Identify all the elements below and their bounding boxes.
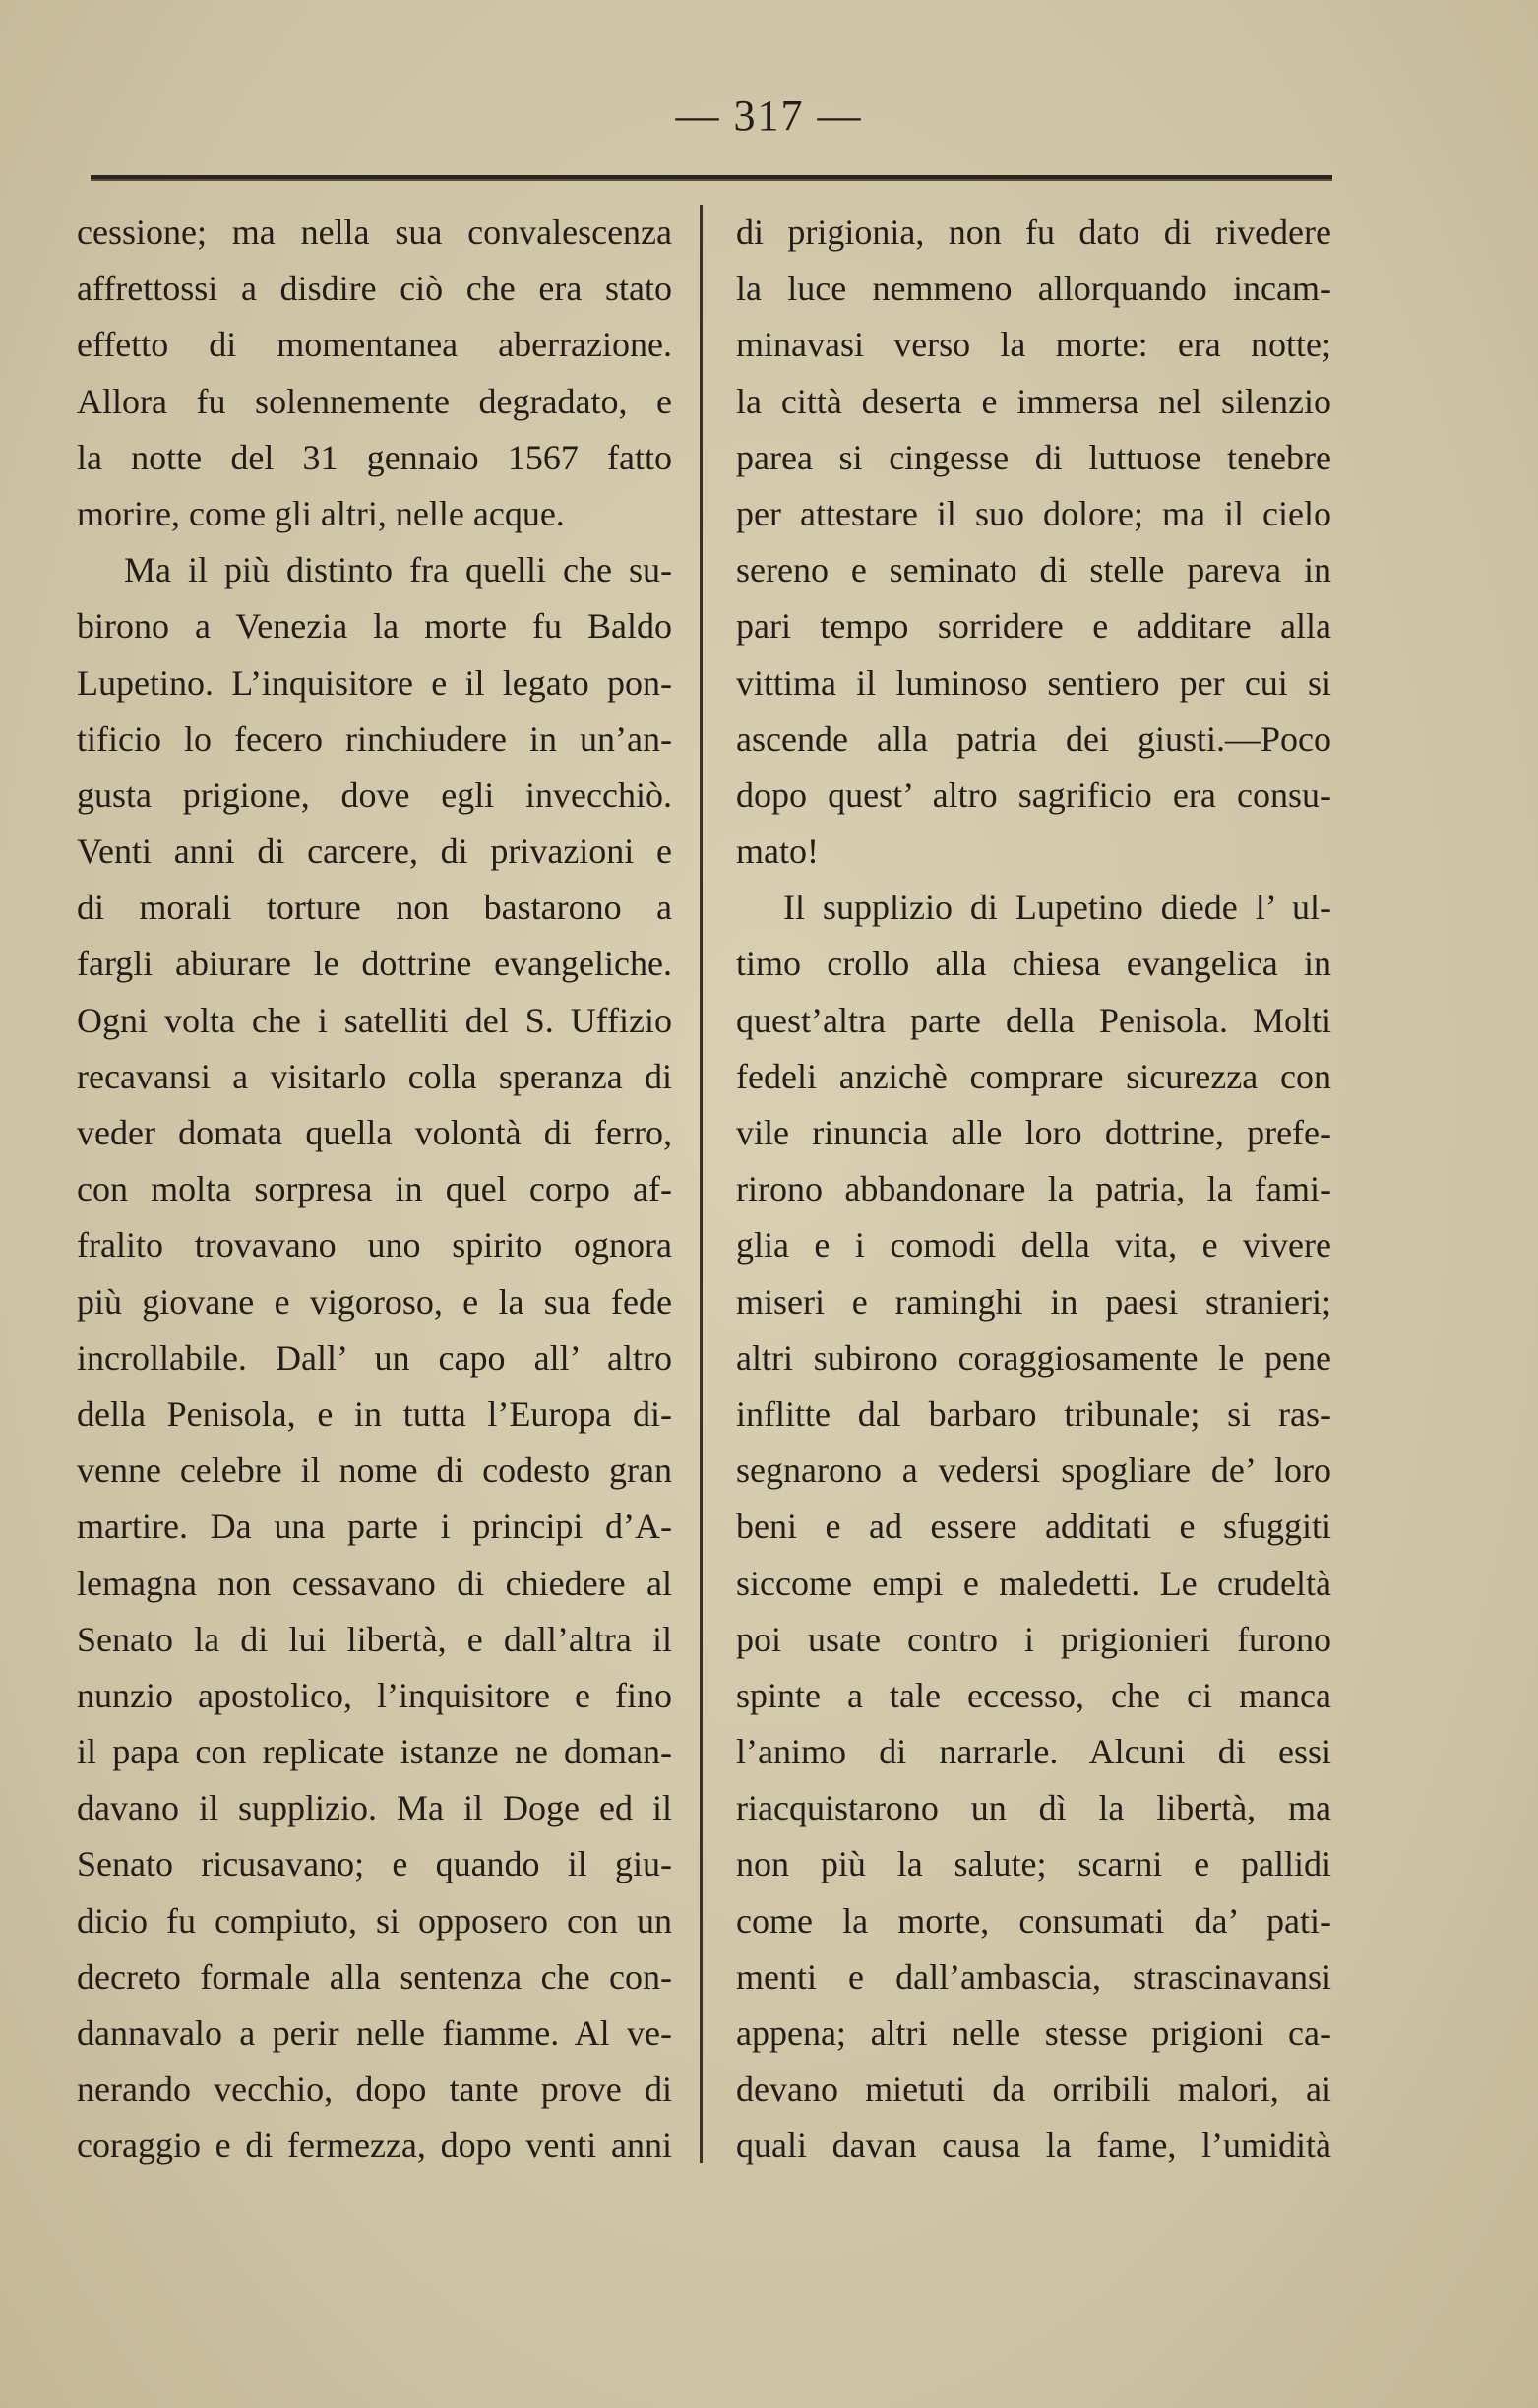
text-line: sereno e seminato di stelle pareva in xyxy=(736,550,1331,590)
column-divider xyxy=(700,205,703,2163)
text-line: effetto di momentanea aberrazione. xyxy=(77,325,672,365)
left-column xyxy=(77,205,672,2175)
text-line: il papa con replicate istanze ne doman- xyxy=(77,1732,672,1772)
text-line: non più la salute; scarni e pallidi xyxy=(736,1844,1331,1884)
text-line: davano il supplizio. Ma il Doge ed il xyxy=(77,1788,672,1828)
text-line: Venti anni di carcere, di privazioni e xyxy=(77,832,672,872)
text-line: siccome empi e maledetti. Le crudeltà xyxy=(736,1563,1331,1603)
text-line: come la morte, consumati da’ pati- xyxy=(736,1900,1331,1941)
text-line: fralito trovavano uno spirito ognora xyxy=(77,1225,672,1266)
text-line: fedeli anzichè comprare sicurezza con xyxy=(736,1056,1331,1096)
text-line: altri subirono coraggiosamente le pene xyxy=(736,1337,1331,1378)
text-line: Ma il più distinto fra quelli che su- xyxy=(124,550,672,590)
text-line: inflitte dal barbaro tribunale; si ras- xyxy=(736,1393,1331,1434)
text-line: rirono abbandonare la patria, la fami- xyxy=(736,1169,1331,1209)
text-line: Lupetino. L’inquisitore e il legato pon- xyxy=(77,662,672,703)
text-line: veder domata quella volontà di ferro, xyxy=(77,1113,672,1152)
right-column xyxy=(736,205,1331,2175)
text-line: l’animo di narrarle. Alcuni di essi xyxy=(736,1732,1331,1772)
text-line: quest’altra parte della Penisola. Molti xyxy=(736,1000,1331,1040)
text-line: vittima il luminoso sentiero per cui si xyxy=(736,662,1331,703)
page-number: — 317 — xyxy=(675,92,863,140)
text-line: nunzio apostolico, l’inquisitore e fino xyxy=(77,1675,672,1715)
text-line: Ogni volta che i satelliti del S. Uffizio xyxy=(77,1000,672,1040)
text-line: recavansi a visitarlo colla speranza di xyxy=(77,1056,672,1096)
text-line: pari tempo sorridere e additare alla xyxy=(736,606,1331,647)
text-line: vile rinuncia alle loro dottrine, prefe- xyxy=(736,1113,1331,1152)
text-line: la luce nemmeno allorquando incam- xyxy=(736,269,1331,309)
text-line: quali davan causa la fame, l’umidità xyxy=(736,2126,1331,2166)
text-line: per attestare il suo dolore; ma il cielo xyxy=(736,493,1331,533)
text-line: beni e ad essere additati e sfuggiti xyxy=(736,1507,1331,1547)
text-line: con molta sorpresa in quel corpo af- xyxy=(77,1169,672,1209)
text-line: riacquistarono un dì la libertà, ma xyxy=(736,1788,1331,1828)
text-line: di prigionia, non fu dato di rivedere xyxy=(736,213,1331,252)
header-rule xyxy=(91,175,1332,181)
text-line: fargli abiurare le dottrine evangeliche. xyxy=(77,944,672,984)
text-line: gusta prigione, dove egli invecchiò. xyxy=(77,774,672,815)
text-line: dannavalo a perir nelle fiamme. Al ve- xyxy=(77,2013,672,2053)
text-line: menti e dall’ambascia, strascinavansi xyxy=(736,1956,1331,1997)
text-line: appena; altri nelle stesse prigioni ca- xyxy=(736,2013,1331,2053)
text-line: incrollabile. Dall’ un capo all’ altro xyxy=(77,1337,672,1378)
text-line: miseri e raminghi in paesi stranieri; xyxy=(736,1281,1331,1322)
text-line: dicio fu compiuto, si opposero con un xyxy=(77,1900,672,1941)
text-line: ascende alla patria dei giusti.—Poco xyxy=(736,718,1331,759)
text-line: Allora fu solennemente degradato, e xyxy=(77,381,672,421)
text-line: decreto formale alla sentenza che con- xyxy=(77,1956,672,1997)
text-line: devano mietuti da orribili malori, ai xyxy=(736,2069,1331,2110)
text-line: minavasi verso la morte: era notte; xyxy=(736,325,1331,365)
text-line: segnarono a vedersi spogliare de’ loro xyxy=(736,1451,1331,1491)
text-line: più giovane e vigoroso, e la sua fede xyxy=(77,1281,672,1322)
text-line: Il supplizio di Lupetino diede l’ ul- xyxy=(783,888,1331,928)
text-line: morire, come gli altri, nelle acque. xyxy=(77,493,565,533)
text-line: Senato ricusavano; e quando il giu- xyxy=(77,1844,672,1884)
text-line: spinte a tale eccesso, che ci manca xyxy=(736,1675,1331,1715)
text-line: cessione; ma nella sua convalescenza xyxy=(77,213,672,252)
text-line: affrettossi a disdire ciò che era stato xyxy=(77,269,672,309)
text-line: di morali torture non bastarono a xyxy=(77,888,672,928)
text-line: la notte del 31 gennaio 1567 fatto xyxy=(77,437,672,477)
text-line: la città deserta e immersa nel silenzio xyxy=(736,381,1331,421)
text-line: lemagna non cessavano di chiedere al xyxy=(77,1563,672,1603)
text-line: tificio lo fecero rinchiudere in un’an- xyxy=(77,718,672,759)
text-line: poi usate contro i prigionieri furono xyxy=(736,1619,1331,1659)
text-line: birono a Venezia la morte fu Baldo xyxy=(77,606,672,647)
text-line: coraggio e di fermezza, dopo venti anni xyxy=(77,2126,672,2166)
text-line: della Penisola, e in tutta l’Europa di- xyxy=(77,1393,672,1434)
text-line: dopo quest’ altro sagrificio era consu- xyxy=(736,774,1331,815)
text-line: nerando vecchio, dopo tante prove di xyxy=(77,2069,672,2110)
text-line: parea si cingesse di luttuose tenebre xyxy=(736,437,1331,477)
text-line: Senato la di lui libertà, e dall’altra il xyxy=(77,1619,672,1659)
text-line: timo crollo alla chiesa evangelica in xyxy=(736,944,1331,984)
text-line: venne celebre il nome di codesto gran xyxy=(77,1451,672,1491)
text-line: martire. Da una parte i principi d’A- xyxy=(77,1507,672,1547)
text-line: mato! xyxy=(736,832,819,872)
text-line: glia e i comodi della vita, e vivere xyxy=(736,1225,1331,1266)
